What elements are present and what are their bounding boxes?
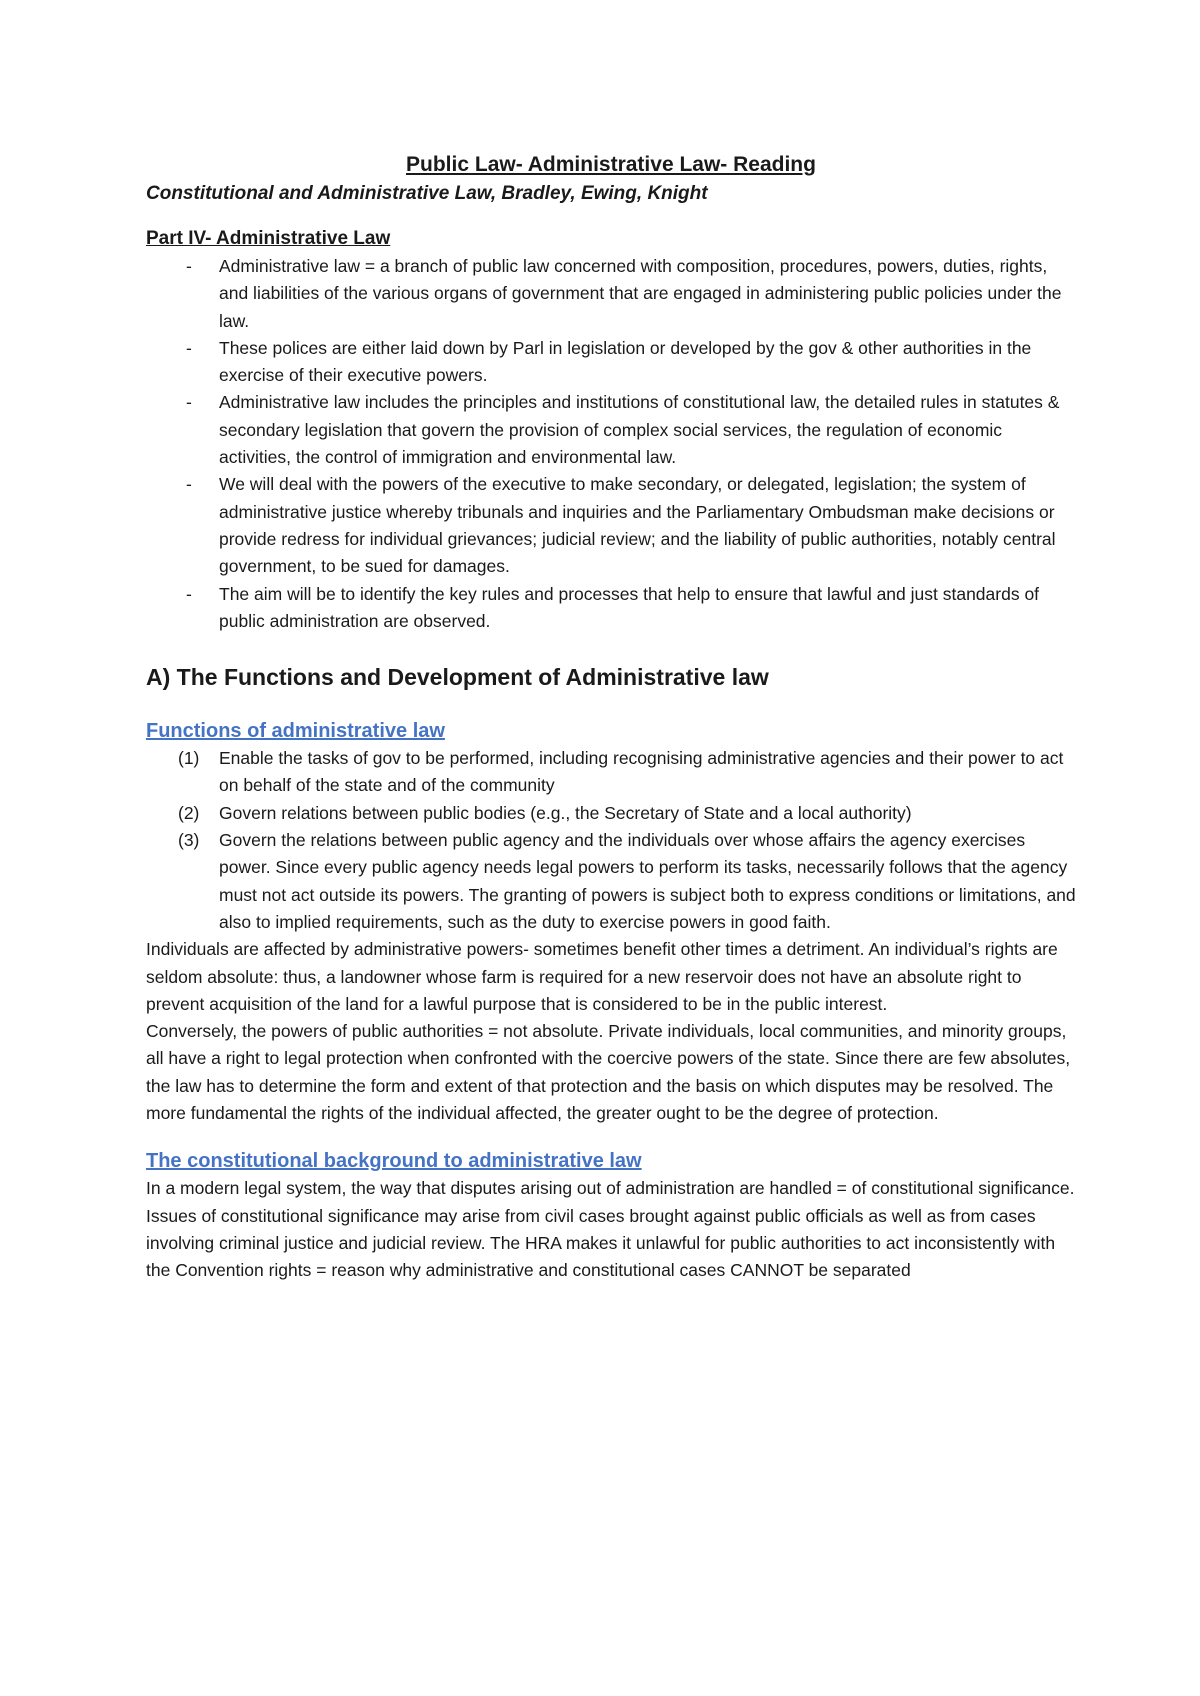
bullet-marker: -	[186, 583, 192, 604]
bullet-marker: -	[186, 474, 192, 495]
background-paragraph: In a modern legal system, the way that disputes arising out of administration are handled = of constitutional significance. Issues of constitutional significance may arise from civil cases brought against public officials as well as from cases involving criminal justice and judicial review. The HRA makes it unlawful for public authorities to act inconsistently with the Convention rights = reason why administrative and constitutional cases CANNOT be separated	[146, 1178, 1075, 1281]
bullet-text: Administrative law includes the principles and institutions of constitutional law, the detailed rules in statutes & secondary legislation that govern the provision of complex social services, the regulation of economic activities, the control of immigration and environmental law.	[219, 392, 1060, 468]
functions-heading: Functions of administrative law	[146, 720, 445, 743]
bullet-text: These polices are either laid down by Parl in legislation or developed by the gov & other authorities in the exercise of their executive powers.	[219, 337, 1032, 386]
section-a-heading: A) The Functions and Development of Administrative law	[146, 664, 769, 691]
bullet-text: Administrative law = a branch of public law concerned with composition, procedures, powers, duties, rights, and liabilities of the various organs of government that are engaged in administering public policies under the law.	[219, 256, 1062, 331]
spacer	[146, 1127, 1076, 1147]
item-text: Govern relations between public bodies (e.g., the Secretary of State and a local authority)	[219, 802, 912, 823]
part-heading: Part IV- Administrative Law	[146, 228, 391, 249]
list-item	[146, 389, 1076, 471]
background-heading: The constitutional background to administrative law	[146, 1150, 642, 1173]
list-item	[146, 581, 1076, 636]
document-title: Public Law- Administrative Law- Reading	[406, 153, 816, 176]
bullet-text: We will deal with the powers of the executive to make secondary, or delegated, legislation; the system of administrative justice whereby tribunals and inquiries and the Parliamentary Ombudsman make decisions or provide redress for individual grievances; judicial review; and the liability of public authorities, notably central government, to be sued for damages.	[219, 474, 1056, 577]
item-text: Enable the tasks of gov to be performed, including recognising administrative agencies and their power to act on behalf of the state and of the community	[219, 748, 1064, 796]
list-item	[146, 471, 1076, 580]
bullet-marker: -	[186, 256, 192, 276]
document-subtitle: Constitutional and Administrative Law, Bradley, Ewing, Knight	[146, 183, 708, 204]
list-item	[146, 800, 1076, 827]
document-content	[146, 150, 1076, 1285]
list-item	[146, 253, 1076, 335]
functions-paragraph-2: Conversely, the powers of public authorities = not absolute. Private individuals, local communities, and minority groups, all have a right to legal protection when confronted with the coercive powers of the state. Since there are few absolutes, the law has to determine the form and extent of that protection and the basis on which disputes may be resolved. The more fundamental the rights of the individual affected, the greater ought to be the degree of protection.	[146, 1021, 1071, 1124]
functions-paragraph-1: Individuals are affected by administrative powers- sometimes benefit other times a detriment. An individual’s rights are seldom absolute: thus, a landowner whose farm is required for a new reservoir does not have an absolute right to prevent acquisition of the land for a lawful purpose that is considered to be in the public interest.	[146, 939, 1058, 1014]
list-item	[146, 335, 1076, 390]
bullet-marker: -	[186, 337, 192, 358]
number-marker: (3)	[178, 830, 200, 851]
list-item	[146, 827, 1076, 936]
number-marker: (2)	[178, 802, 200, 823]
item-text: Govern the relations between public agency and the individuals over whose affairs the agency exercises power. Since every public agency needs legal powers to perform its tasks, necessarily follows that the agency must not act outside its powers. The granting of powers is subject both to express conditions or limitations, and also to implied requirements, such as the duty to exercise powers in good faith.	[219, 830, 1076, 932]
functions-numbered-list	[146, 745, 1076, 936]
list-item	[146, 745, 1076, 800]
part-bullet-list	[146, 253, 1076, 635]
bullet-text: The aim will be to identify the key rules and processes that help to ensure that lawful and just standards of public administration are observed.	[219, 583, 1040, 631]
number-marker: (1)	[178, 748, 200, 769]
bullet-marker: -	[186, 392, 192, 413]
